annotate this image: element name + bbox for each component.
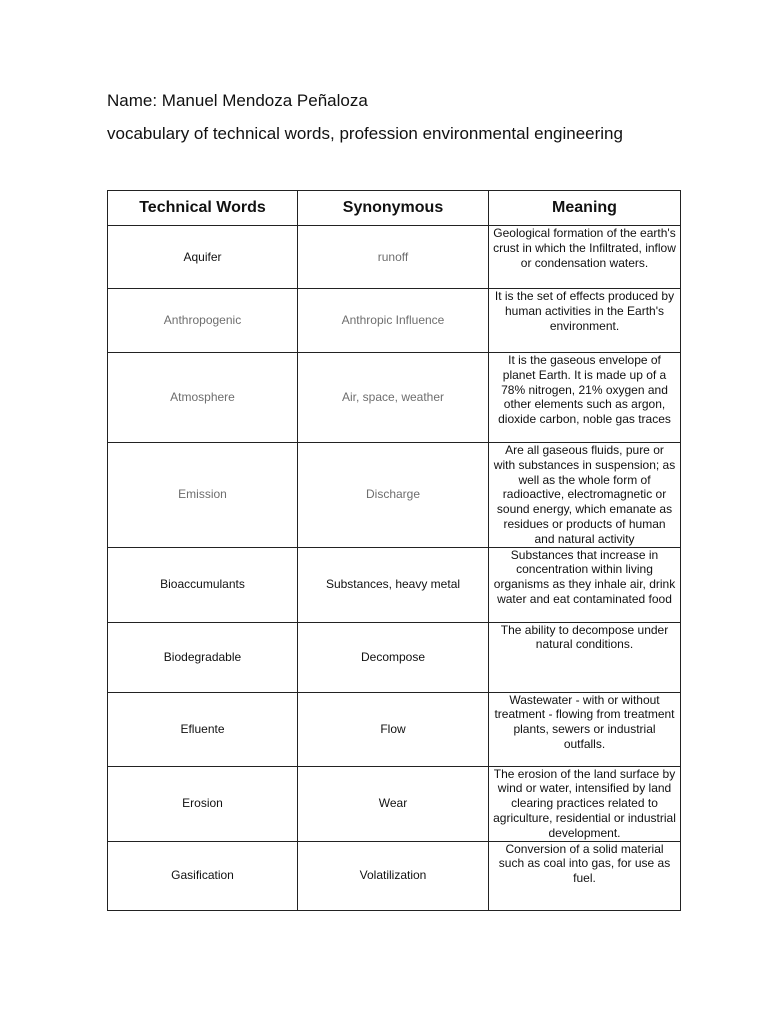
synonym-cell: Air, space, weather xyxy=(298,353,489,443)
table-row xyxy=(108,443,681,548)
table-row xyxy=(108,766,681,841)
meaning-cell: Geological formation of the earth's crust in which the Infiltrated, inflow or condensation waters. xyxy=(489,226,681,289)
technical-word-cell: Bioaccumulants xyxy=(108,547,298,622)
author-name: Name: Manuel Mendoza Peñaloza xyxy=(107,91,368,110)
table-row xyxy=(108,226,681,289)
synonym-cell: Discharge xyxy=(298,443,489,548)
technical-word-cell: Efluente xyxy=(108,692,298,766)
technical-word-cell: Emission xyxy=(108,443,298,548)
technical-word-cell: Aquifer xyxy=(108,226,298,289)
synonym-cell: Flow xyxy=(298,692,489,766)
technical-word-cell: Anthropogenic xyxy=(108,289,298,353)
table-row xyxy=(108,841,681,910)
vocabulary-table xyxy=(107,190,681,911)
technical-word-cell: Erosion xyxy=(108,766,298,841)
table-row xyxy=(108,622,681,692)
column-header-meaning: Meaning xyxy=(489,191,681,226)
synonym-cell: Anthropic Influence xyxy=(298,289,489,353)
meaning-cell: It is the gaseous envelope of planet Earth. It is made up of a 78% nitrogen, 21% oxygen and other elements such as argon, dioxide carbon, noble gas traces xyxy=(489,353,681,443)
meaning-cell: Wastewater - with or without treatment - flowing from treatment plants, sewers or industrial outfalls. xyxy=(489,692,681,766)
column-header-synonymous: Synonymous xyxy=(298,191,489,226)
synonym-cell: runoff xyxy=(298,226,489,289)
table-row xyxy=(108,289,681,353)
meaning-cell: Are all gaseous fluids, pure or with substances in suspension; as well as the whole form of radioactive, electromagnetic or sound energy, which emanate as residues or products of human and natural activity xyxy=(489,443,681,548)
meaning-cell: It is the set of effects produced by human activities in the Earth's environment. xyxy=(489,289,681,353)
synonym-cell: Decompose xyxy=(298,622,489,692)
technical-word-cell: Atmosphere xyxy=(108,353,298,443)
technical-word-cell: Biodegradable xyxy=(108,622,298,692)
table-row xyxy=(108,692,681,766)
technical-word-cell: Gasification xyxy=(108,841,298,910)
table-row xyxy=(108,547,681,622)
meaning-cell: Substances that increase in concentration within living organisms as they inhale air, drink water and eat contaminated food xyxy=(489,547,681,622)
meaning-cell: Conversion of a solid material such as coal into gas, for use as fuel. xyxy=(489,841,681,910)
synonym-cell: Volatilization xyxy=(298,841,489,910)
table-header-row xyxy=(108,191,681,226)
table-row xyxy=(108,353,681,443)
synonym-cell: Wear xyxy=(298,766,489,841)
meaning-cell: The erosion of the land surface by wind or water, intensified by land clearing practices related to agriculture, residential or industrial development. xyxy=(489,766,681,841)
column-header-technical-words: Technical Words xyxy=(108,191,298,226)
synonym-cell: Substances, heavy metal xyxy=(298,547,489,622)
document-title: vocabulary of technical words, profession environmental engineering xyxy=(107,124,623,143)
meaning-cell: The ability to decompose under natural conditions. xyxy=(489,622,681,692)
